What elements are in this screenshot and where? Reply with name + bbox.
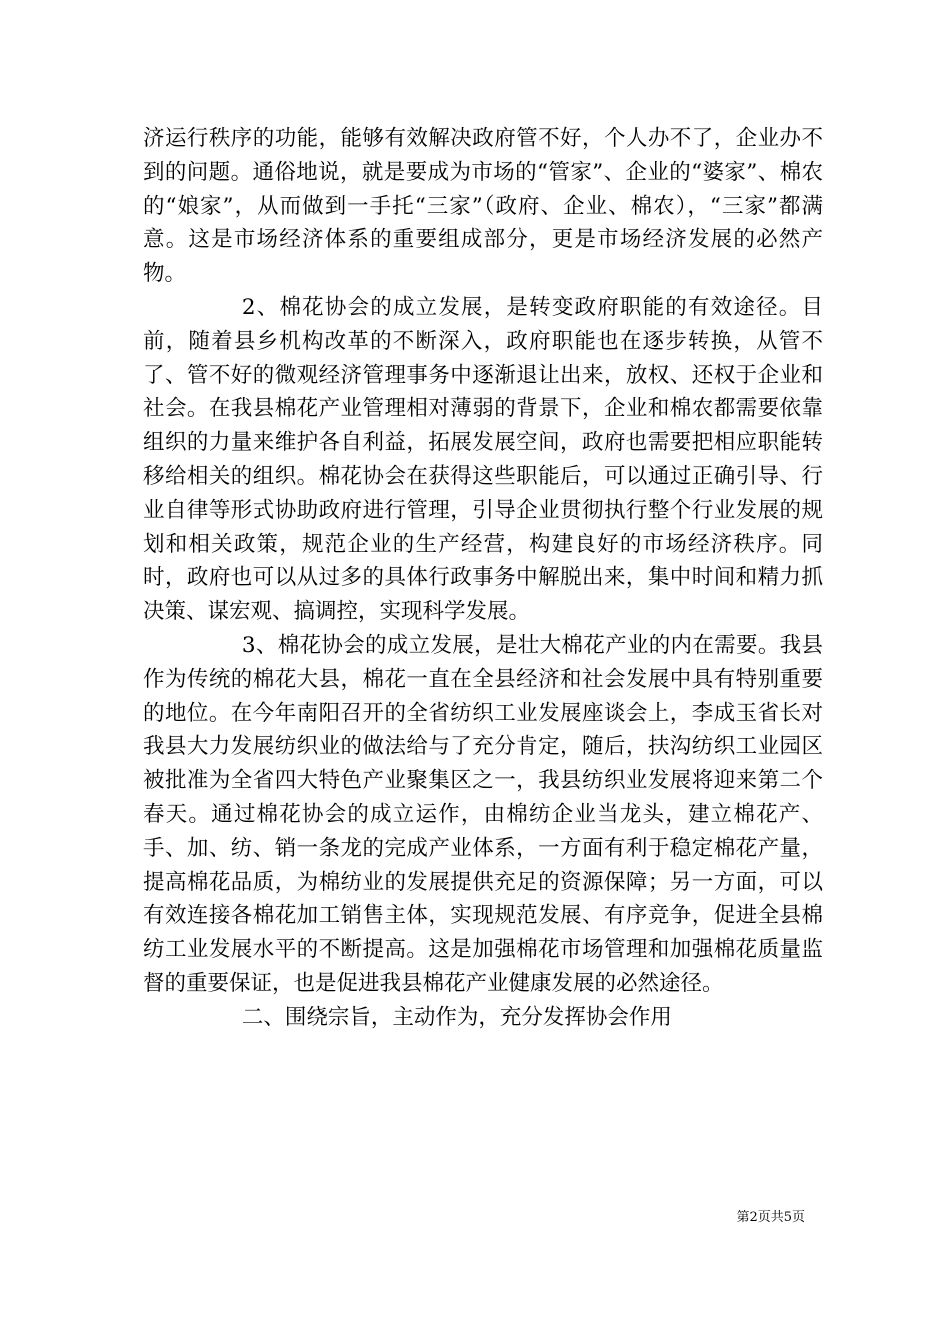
paragraph-point-3: 3、棉花协会的成立发展，是壮大棉花产业的内在需要。我县作为传统的棉花大县，棉花一直在全县经济和社会发展中具有特别重要的地位。在今年南阳召开的全省纺织工业发展座谈会上，李成玉省长对我县大力发展纺织业的做法给与了充分肯定，随后，扶沟纺织工业园区被批准为全省四大特色产业聚集区之一，我县纺织业发展将迎来第二个春天。通过棉花协会的成立运作，由棉纺企业当龙头，建立棉花产、手、加、纺、销一条龙的完成产业体系，一方面有利于稳定棉花产量，提高棉花品质，为棉纺业的发展提供充足的资源保障；另一方面，可以有效连接各棉花加工销售主体，实现规范发展、有序竞争，促进全县棉纺工业发展水平的不断提高。这是加强棉花市场管理和加强棉花质量监督的重要保证，也是促进我县棉花产业健康发展的必然途径。: [143, 632, 823, 996]
page-number: 第2页共5页: [736, 1210, 805, 1225]
paragraph-continuation: 济运行秩序的功能，能够有效解决政府管不好，个人办不了，企业办不到的问题。通俗地说，就是要成为市场的“管家”、企业的“婆家”、棉农的“娘家”，从而做到一手托“三家”（政府、企业、棉农），“三家”都满意。这是市场经济体系的重要组成部分，更是市场经济发展的必然产物。: [143, 126, 823, 287]
document-body: [143, 122, 823, 1035]
paragraph-point-2: 2、棉花协会的成立发展，是转变政府职能的有效途径。目前，随着县乡机构改革的不断深入，政府职能也在逐步转换，从管不了、管不好的微观经济管理事务中逐渐退让出来，放权、还权于企业和社会。在我县棉花产业管理相对薄弱的背景下，企业和棉农都需要依靠组织的力量来维护各自利益，拓展发展空间，政府也需要把相应职能转移给相关的组织。棉花协会在获得这些职能后，可以通过正确引导、行业自律等形式协助政府进行管理，引导企业贯彻执行整个行业发展的规划和相关政策，规范企业的生产经营，构建良好的市场经济秩序。同时，政府也可以从过多的具体行政事务中解脱出来，集中时间和精力抓决策、谋宏观、搞调控，实现科学发展。: [143, 294, 823, 625]
section-heading: 二、围绕宗旨，主动作为，充分发挥协会作用: [241, 1004, 672, 1030]
